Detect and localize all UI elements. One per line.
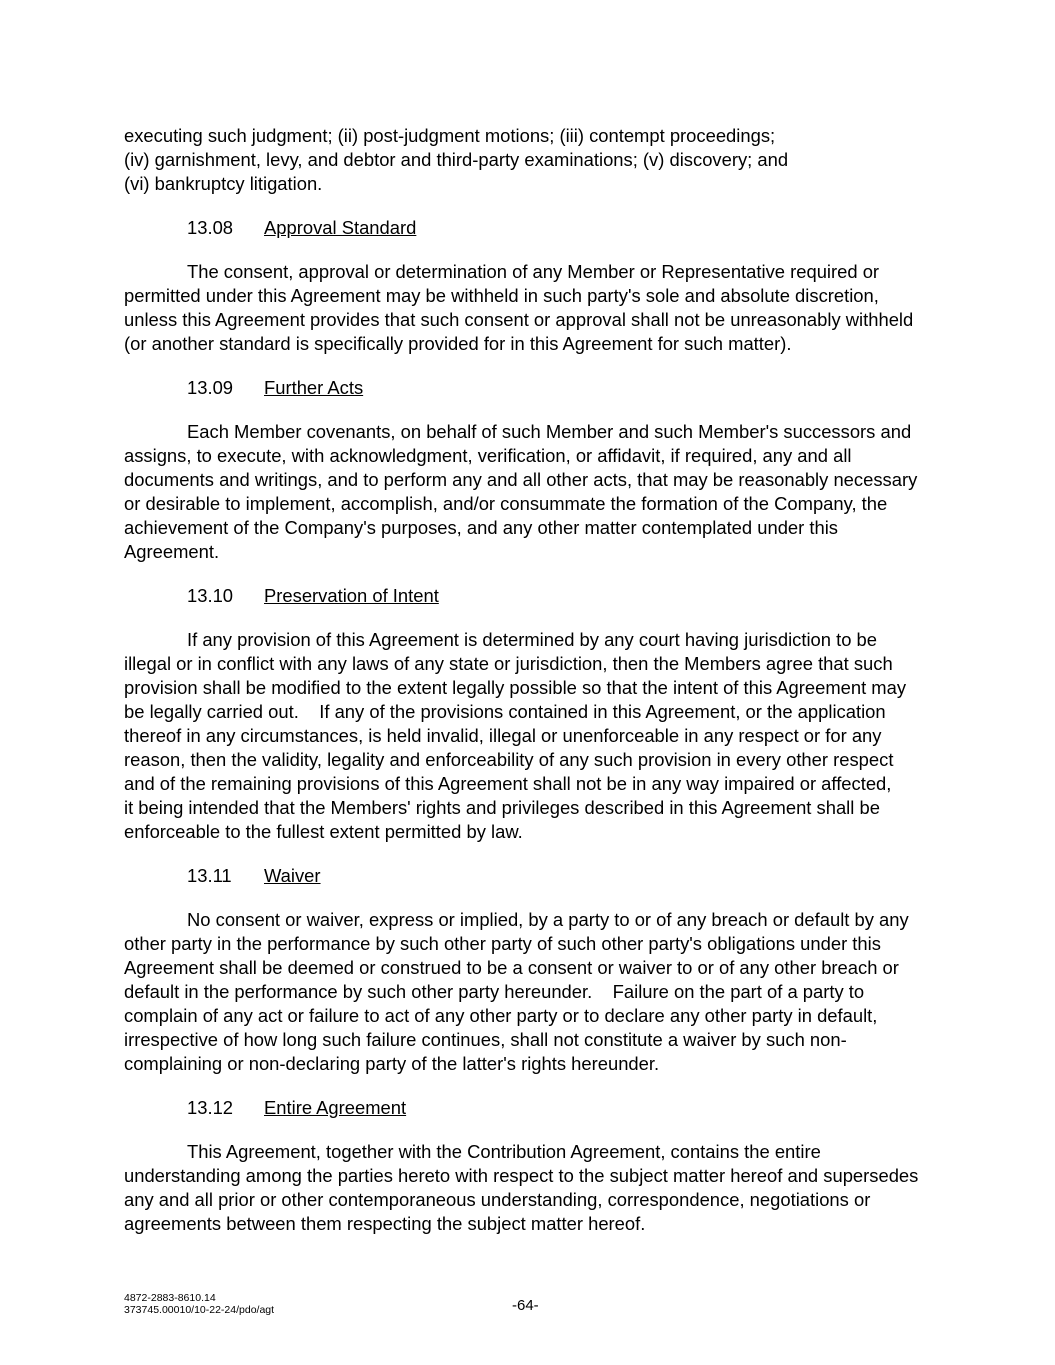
document-page xyxy=(124,124,944,1256)
section-number: 13.08 xyxy=(187,217,234,238)
section-title: Further Acts xyxy=(264,377,364,398)
section-number: 13.11 xyxy=(187,865,232,886)
paragraph-line: (iv) garnishment, levy, and debtor and third-party examinations; (v) discovery; and xyxy=(124,149,789,170)
paragraph-line: permitted under this Agreement may be withheld in such party's sole and absolute discretion, xyxy=(124,285,879,306)
paragraph-line: understanding among the parties hereto with respect to the subject matter hereof and supersedes xyxy=(124,1165,919,1186)
paragraph-line: thereof in any circumstances, is held invalid, illegal or unenforceable in any respect or for any xyxy=(124,725,882,746)
section-body-13-11 xyxy=(124,908,944,1076)
paragraph-line: complaining or non-declaring party of the latter's rights hereunder. xyxy=(124,1053,660,1074)
paragraph-line: any and all prior or other contemporaneous understanding, correspondence, negotiations or xyxy=(124,1189,871,1210)
paragraph-line: No consent or waiver, express or implied, by a party to or of any breach or default by any xyxy=(187,909,909,930)
section-title: Approval Standard xyxy=(264,217,417,238)
section-heading-13-12 xyxy=(124,1096,944,1120)
paragraph-line: or desirable to implement, accomplish, and/or consummate the formation of the Company, the xyxy=(124,493,888,514)
paragraph-line: unless this Agreement provides that such consent or approval shall not be unreasonably withheld xyxy=(124,309,914,330)
paragraph-line: enforceable to the fullest extent permitted by law. xyxy=(124,821,523,842)
section-body-13-12 xyxy=(124,1140,944,1236)
paragraph-line: (vi) bankruptcy litigation. xyxy=(124,173,323,194)
paragraph-line: documents and writings, and to perform any and all other acts, that may be reasonably necessary xyxy=(124,469,918,490)
paragraph-line: agreements between them respecting the subject matter hereof. xyxy=(124,1213,646,1234)
section-13-07-continuation xyxy=(124,124,944,196)
section-body-13-09 xyxy=(124,420,944,564)
section-body-13-10 xyxy=(124,628,944,844)
paragraph-line: Each Member covenants, on behalf of such Member and such Member's successors and xyxy=(187,421,912,442)
paragraph-line: assigns, to execute, with acknowledgment, verification, or affidavit, if required, any and all xyxy=(124,445,852,466)
paragraph-line: This Agreement, together with the Contribution Agreement, contains the entire xyxy=(187,1141,821,1162)
section-title: Preservation of Intent xyxy=(264,585,439,606)
paragraph-line: irrespective of how long such failure continues, shall not constitute a waiver by such non- xyxy=(124,1029,847,1050)
page-number: -64- xyxy=(512,1297,539,1314)
footer-matter-ref: 373745.00010/10-22-24/pdo/agt xyxy=(124,1304,275,1316)
section-title: Entire Agreement xyxy=(264,1097,407,1118)
paragraph-line: (or another standard is specifically provided for in this Agreement for such matter). xyxy=(124,333,792,354)
paragraph-line: illegal or in conflict with any laws of any state or jurisdiction, then the Members agree that such xyxy=(124,653,893,674)
paragraph-line: other party in the performance by such other party of such other party's obligations under this xyxy=(124,933,881,954)
section-title: Waiver xyxy=(264,865,321,886)
section-body-13-08 xyxy=(124,260,944,356)
section-heading-13-10 xyxy=(124,584,944,608)
section-number: 13.10 xyxy=(187,585,234,606)
paragraph-line: executing such judgment; (ii) post-judgment motions; (iii) contempt proceedings; xyxy=(124,125,776,146)
paragraph-line: it being intended that the Members' rights and privileges described in this Agreement shall be xyxy=(124,797,880,818)
section-heading-13-09 xyxy=(124,376,944,400)
paragraph-line: achievement of the Company's purposes, and any other matter contemplated under this xyxy=(124,517,839,538)
paragraph-line: reason, then the validity, legality and enforceability of any such provision in every other respect xyxy=(124,749,894,770)
paragraph-line: and of the remaining provisions of this Agreement shall not be in any way impaired or affected, xyxy=(124,773,892,794)
paragraph-line: be legally carried out. If any of the provisions contained in this Agreement, or the application xyxy=(124,701,886,722)
section-number: 13.09 xyxy=(187,377,234,398)
paragraph-line: If any provision of this Agreement is determined by any court having jurisdiction to be xyxy=(187,629,878,650)
paragraph-line: Agreement. xyxy=(124,541,220,562)
paragraph-line: complain of any act or failure to act of any other party or to declare any other party in default, xyxy=(124,1005,878,1026)
footer-doc-id: 4872-2883-8610.14 xyxy=(124,1292,216,1304)
section-number: 13.12 xyxy=(187,1097,234,1118)
section-heading-13-08 xyxy=(124,216,944,240)
paragraph-line: provision shall be modified to the extent legally possible so that the intent of this Agreement may xyxy=(124,677,907,698)
paragraph-line: The consent, approval or determination of any Member or Representative required or xyxy=(187,261,880,282)
paragraph-line: Agreement shall be deemed or construed to be a consent or waiver to or of any other breach or xyxy=(124,957,899,978)
footer-doc-reference xyxy=(124,1292,274,1316)
section-heading-13-11 xyxy=(124,864,944,888)
paragraph-line: default in the performance by such other party hereunder. Failure on the part of a party to xyxy=(124,981,865,1002)
